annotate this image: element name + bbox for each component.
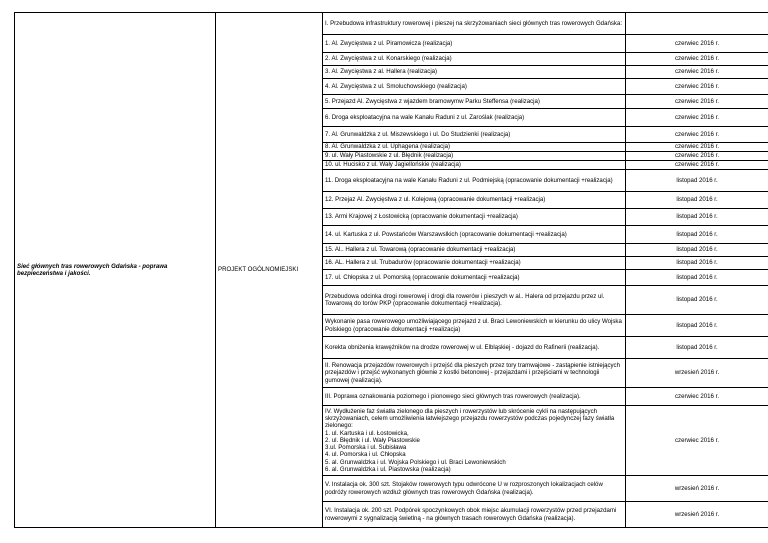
deadline-cell bbox=[626, 161, 768, 170]
table-row bbox=[15, 13, 768, 35]
task-description-cell bbox=[323, 315, 626, 337]
task-description-cell bbox=[323, 161, 626, 170]
deadline-date: listopad 2016 r. bbox=[676, 321, 718, 329]
task-description: 3. Al. Zwycięstwa z al. Hallera (realizacja) bbox=[325, 68, 438, 76]
deadline-cell bbox=[626, 502, 768, 528]
task-description: 12. Przejaz Al. Zwycięstwa z ul. Kolejową (opracowanie dokumentacji +realizacja) bbox=[325, 196, 546, 204]
deadline-cell bbox=[626, 143, 768, 152]
task-description-cell bbox=[323, 286, 626, 315]
deadline-date: czerwiec 2016 r. bbox=[674, 143, 720, 151]
deadline-date: wrzesień 2016 r. bbox=[674, 510, 720, 518]
task-description-cell bbox=[323, 127, 626, 143]
deadline-date: czerwiec 2016 r. bbox=[674, 68, 720, 76]
task-description: 16. AL. Hallera z ul. Trubadurów (opracowanie dokumentacji +realizacja) bbox=[325, 259, 521, 267]
deadline-cell bbox=[626, 257, 768, 270]
task-description: 15. Al.. Hallera z ul. Towarową (opracowanie dokumentacji +realizacja) bbox=[325, 246, 516, 254]
task-description-cell bbox=[323, 152, 626, 161]
deadline-date: czerwiec 2016 r. bbox=[674, 436, 720, 444]
task-description: 9. ul. Wały Piastowskie z ul. Błędnik (realizacja) bbox=[325, 152, 454, 160]
task-description: 17. ul. Chłopska z ul. Pomorską (opracowanie dokumentacji +realizacja) bbox=[325, 273, 520, 281]
deadline-cell bbox=[626, 109, 768, 127]
task-description-cell bbox=[323, 35, 626, 53]
deadline-date: listopad 2016 r. bbox=[676, 259, 718, 267]
task-description: 6. Droga eksploatacyjna na wale Kanału Raduni z ul. Zaroślak (realizacja) bbox=[325, 113, 525, 121]
task-description-cell bbox=[323, 270, 626, 286]
task-description: 11. Droga eksploatacyjna na wale Kanału Raduni z ul. Podmiejską (opracowanie dokumentacji +realizacja) bbox=[325, 176, 613, 184]
task-description: VI. Instalacja ok. 200 szt. Podpórek spoczynkowych obok miejsc akumulacji rowerzystów przed przejazdami rowerowymi z sygnalizacją świetlną - na głównych trasach rowerowych Gdańska (realizacja). bbox=[325, 507, 617, 522]
task-description-cell bbox=[323, 79, 626, 95]
task-description: I. Przebudowa infrastruktury rowerowej i pieszej na skrzyżowaniach sieci głównych tras rowerowych Gdańska: bbox=[325, 19, 623, 27]
deadline-date: listopad 2016 r. bbox=[676, 246, 718, 254]
deadline-date: czerwiec 2016 r. bbox=[674, 39, 720, 47]
deadline-cell bbox=[626, 13, 768, 35]
deadline-date: listopad 2016 r. bbox=[676, 213, 718, 221]
deadline-cell bbox=[626, 127, 768, 143]
deadline-cell bbox=[626, 359, 768, 388]
task-description: II. Renowacja przejazdów rowerowych i przejść dla pieszych przez tory tramwajowe - zastąpienie istniejących przejazdów i przejść wykonanych głównie z kostki betonowej - przejazdami i przejściami w technologii gumowej (realizacja). bbox=[325, 361, 620, 384]
task-description-cell bbox=[323, 406, 626, 476]
task-description-cell bbox=[323, 109, 626, 127]
deadline-cell bbox=[626, 388, 768, 406]
task-description-cell bbox=[323, 170, 626, 192]
task-description: 14. ul. Kartuska z ul. Powstańców Warszawslkich (opracowanie dokumentacji +realizacja) bbox=[325, 230, 567, 238]
task-description: Korekta obniżenia krawężników na drodze rowerowej w ul. Elbląskiej - dojazd do Rafinerii (realizacja). bbox=[325, 343, 600, 351]
deadline-date: czerwiec 2016 r. bbox=[674, 82, 720, 90]
task-description-cell bbox=[323, 388, 626, 406]
deadline-date: czerwiec 2016 r. bbox=[674, 152, 720, 160]
task-description-cell bbox=[323, 13, 626, 35]
deadline-cell bbox=[626, 66, 768, 79]
task-description: V. Instalacja ok. 300 szt. Stojaków rowerowych typu odwrócone U w rozproszonych lokalizacjach celów podróży rowerowych wzdłuż głównych tras rowerowych Gdańska (realizacja). bbox=[325, 481, 603, 496]
deadline-cell bbox=[626, 95, 768, 109]
deadline-cell bbox=[626, 170, 768, 192]
deadline-date: czerwiec 2016 r. bbox=[674, 161, 720, 169]
deadline-date: czerwiec 2016 r. bbox=[674, 55, 720, 63]
task-description: 13. Armi Krajowej z Łostowicką (opracowanie dokumentacji +realizacja) bbox=[325, 213, 518, 221]
task-description: Przebudowa odcinka drogi rowerowej i drogi dla rowerów i pieszych w al.. Halera od przejazdu przez ul. Towarową do torów PKP (opracowanie dokumentacji +realizacja). bbox=[325, 292, 605, 307]
task-description: 2. Al. Zwycięstwa z ul. Konarskiego (realizacja) bbox=[325, 55, 452, 63]
task-description: 7. Al. Grunwaldzka z ul. Miszewskiego i ul. Do Studzienki (realizacja) bbox=[325, 130, 511, 138]
task-description-cell bbox=[323, 244, 626, 257]
task-description-cell bbox=[323, 209, 626, 226]
deadline-cell bbox=[626, 315, 768, 337]
task-description-cell bbox=[323, 226, 626, 244]
deadline-cell bbox=[626, 209, 768, 226]
deadline-cell bbox=[626, 79, 768, 95]
deadline-date: listopad 2016 r. bbox=[676, 196, 718, 204]
deadline-date: wrzesień 2016 r. bbox=[674, 484, 720, 492]
task-description: III. Poprawa oznakowania poziomego i pionowego sieci głównych tras rowerowych (realizacja). bbox=[325, 392, 581, 400]
deadline-cell bbox=[626, 476, 768, 502]
deadline-date: wrzesień 2016 r. bbox=[674, 369, 720, 377]
task-description: 8. Al. Grunwaldzka z ul. Uphagena (realizacja) bbox=[325, 143, 450, 151]
deadline-cell bbox=[626, 406, 768, 476]
task-description-cell bbox=[323, 53, 626, 66]
deadline-date: czerwiec 2016 r. bbox=[674, 113, 720, 121]
task-description-cell bbox=[323, 143, 626, 152]
project-table bbox=[14, 12, 768, 528]
deadline-cell bbox=[626, 286, 768, 315]
task-description-cell bbox=[323, 257, 626, 270]
deadline-date: listopad 2016 r. bbox=[676, 230, 718, 238]
task-description-cell bbox=[323, 192, 626, 209]
task-description-cell bbox=[323, 476, 626, 502]
task-description: IV. Wydłużenie faz światła zielonego dla pieszych i rowerzystów lub skrócenie cykli na następujących skrzyżowaniach, celem umożliwienia łatwiejszego przejazdu rowerzystów podczas pojedynczej fazy światła zielonego: 1. ul. Kartuska i ul. Łostowicka, 2. ul. Błędnik i ul. Wały Piastowskie 3.ul. Pomorska i ul. Subisława 4. ul. Pomorska i ul. Chłopska 5. al. Grunwaldzka i ul. Wojska Polskiego i ul. Braci Lewoniewskich 6. al. Grunwaldzka i ul. Piastowska (realizacja) bbox=[325, 408, 615, 473]
task-description: 1. Al. Zwycięstwa z ul. Piramowicza (realizacja) bbox=[325, 39, 453, 47]
section-title: Sieć głównych tras rowerowych Gdańska - poprawa bezpieczeństwa i jakości. bbox=[15, 13, 216, 528]
deadline-cell bbox=[626, 337, 768, 359]
task-description-cell bbox=[323, 359, 626, 388]
task-description: Wykonanie pasa rowerowego umożliwiającego przejazd z ul. Braci Lewoniewskich w kierunku do ulicy Wojska Polskiego (opracowanie dokumentacji +realizacja) bbox=[325, 318, 622, 333]
deadline-cell bbox=[626, 192, 768, 209]
task-description-cell bbox=[323, 502, 626, 528]
task-description-cell bbox=[323, 95, 626, 109]
deadline-date: czerwiec 2016 r. bbox=[674, 130, 720, 138]
task-description-cell bbox=[323, 66, 626, 79]
deadline-cell bbox=[626, 244, 768, 257]
deadline-cell bbox=[626, 226, 768, 244]
deadline-cell bbox=[626, 152, 768, 161]
deadline-cell bbox=[626, 270, 768, 286]
task-description: 5. Przejazd Al. Zwycięstwa z wjazdem bramowymw Parku Steffensa (realizacja) bbox=[325, 97, 540, 105]
deadline-date: czerwiec 2016 r. bbox=[674, 392, 720, 400]
deadline-cell bbox=[626, 35, 768, 53]
program-label: PROJEKT OGÓLNOMIEJSKI bbox=[216, 13, 323, 528]
task-description: 4. Al. Zwycięstwa z ul. Smoluchowskiego (realizacja) bbox=[325, 82, 467, 90]
task-description-cell bbox=[323, 337, 626, 359]
deadline-date: czerwiec 2016 r. bbox=[674, 97, 720, 105]
deadline-date: listopad 2016 r. bbox=[676, 296, 718, 304]
task-description: 10. ul. Hucisko z ul. Wały Jagiellońskie (realizacja) bbox=[325, 161, 461, 169]
deadline-date: listopad 2016 r. bbox=[676, 273, 718, 281]
deadline-date: listopad 2016 r. bbox=[676, 176, 718, 184]
deadline-cell bbox=[626, 53, 768, 66]
deadline-date: listopad 2016 r. bbox=[676, 343, 718, 351]
